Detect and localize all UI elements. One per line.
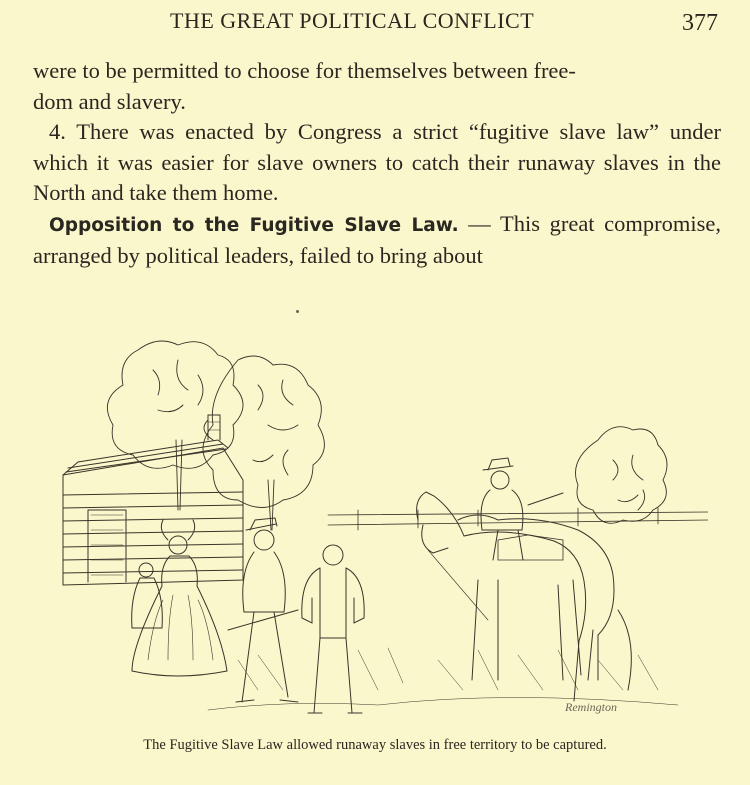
illustration-caption: The Fugitive Slave Law allowed runaway slaves in free territory to be captured. [143,737,607,753]
page-number: 377 [682,10,718,36]
paragraph-fugitive-slave-law: 4. There was enacted by Congress a strict “fugitive slave law” under which it was easier for slave owners to catch their runaway slaves in the North and take them home. [33,119,721,205]
tree-cluster-left [107,341,324,530]
figure-woman [132,520,227,676]
illustration-fugitive-slave-capture [58,330,708,725]
paragraph-opposition [33,209,721,272]
body-text [33,56,721,272]
paragraph-text: — This great compromise, arranged by political leaders, failed to bring about [33,210,721,268]
page-header [0,6,750,42]
figure-rider [481,458,563,560]
paragraph-line: dom and slavery. [33,88,186,114]
log-cabin [63,415,243,585]
section-heading: Opposition to the Fugitive Slave Law. [49,214,459,236]
paragraph-line: were to be permitted to choose for themselves between free- [33,58,576,83]
figure-armed-man [228,518,298,702]
running-title: THE GREAT POLITICAL CONFLICT [170,8,535,33]
artist-signature: Remington [565,700,617,714]
paragraph-continued [33,56,721,117]
figure-runaway-man [302,545,364,713]
tree-cluster-right [528,427,667,725]
ink-speck [296,310,299,313]
